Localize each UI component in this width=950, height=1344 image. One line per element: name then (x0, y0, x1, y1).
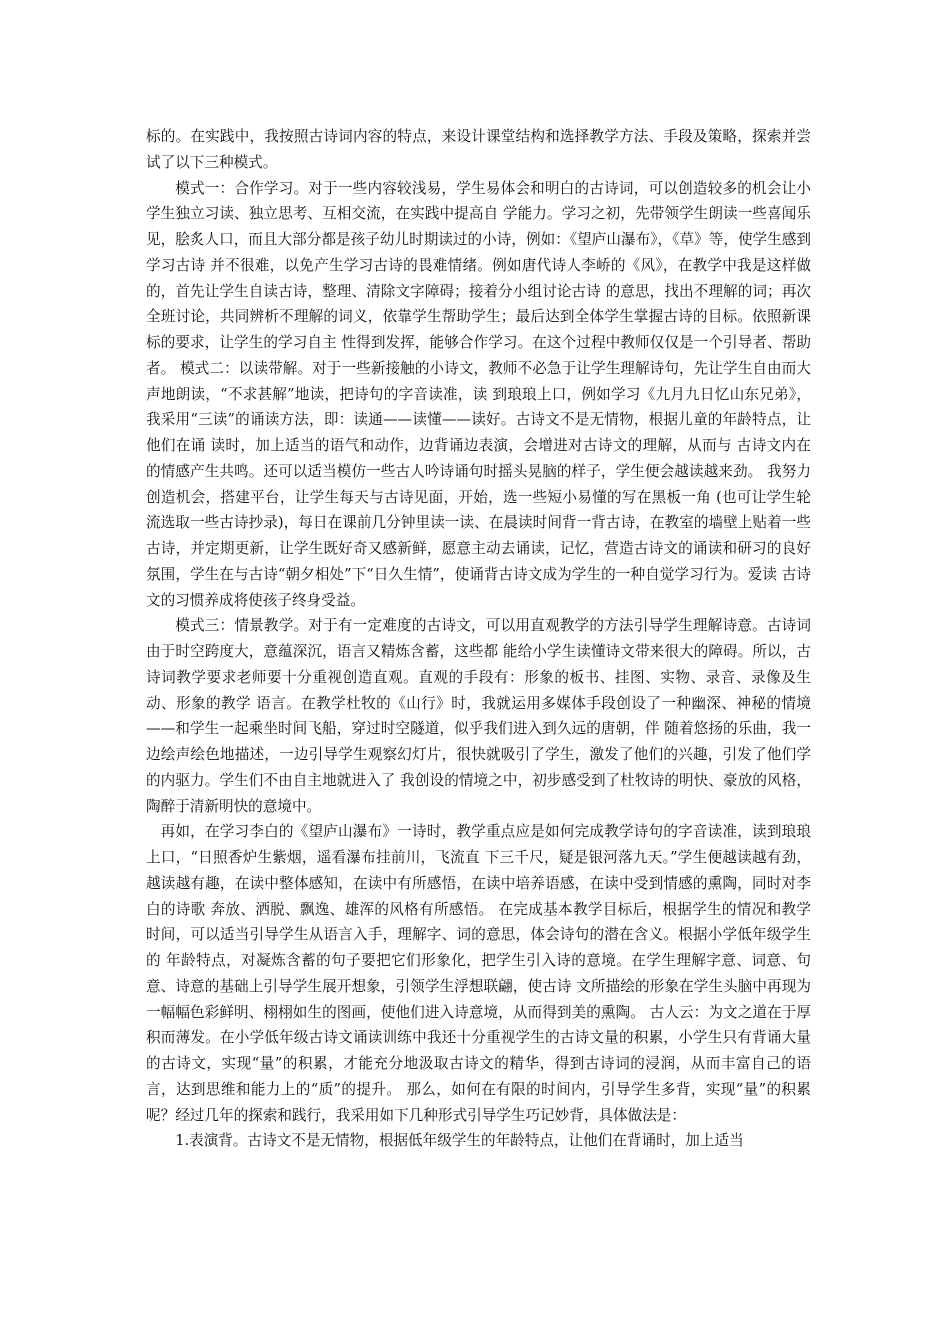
paragraph-mode-three: 模式三：情景教学。对于有一定难度的古诗文，可以用直观教学的方法引导学生理解诗意。古诗词由于时空跨度大，意蕴深沉，语言又精炼含蓄，这些都 能给小学生读懂诗文带来很大的障碍。所以，古诗词教学要求老师要十分重视创造直观。直观的手段有：形象的板书、挂图、实物、录音、录像及生动、形象的教学 语言。在教学杜牧的《山行》时，我就运用多媒体手段创设了一种幽深、神秘的情境——和学生一起乘坐时间飞船，穿过时空隧道，似乎我们进入到久远的唐朝，伴 随着悠扬的乐曲，我一边绘声绘色地描述，一边引导学生观察幻灯片，很快就吸引了学生，激发了他们的兴趣，引发了他们学的内驱力。学生们不由自主地就进入了 我创设的情境之中，初步感受到了杜牧诗的明快、豪放的风格，陶醉于清新明快的意境中。 (146, 617, 811, 815)
document-body (146, 124, 811, 1154)
paragraph-example-lushan: 再如，在学习李白的《望庐山瀑布》一诗时，教学重点应是如何完成教学诗句的字音读准，读到琅琅上口，“日照香炉生紫烟，遥看瀑布挂前川，飞流直 下三千尺，疑是银河落九天。”学生便越读越有劲，越读越有趣，在读中整体感知，在读中有所感悟，在读中培养语感，在读中受到情感的熏陶，同时对李白的诗歌 奔放、洒脱、飘逸、雄浑的风格有所感悟。 在完成基本教学目标后，根据学生的情况和教学时间，可以适当引导学生从语言入手，理解字、词的意思，体会诗句的潜在含义。根据小学低年级学生的 年龄特点，对凝炼含蓄的句子要把它们形象化，把学生引入诗的意境。在学生理解字意、词意、句意、诗意的基础上引导学生展开想象，引领学生浮想联翩，使古诗 文所描绘的形象在学生头脑中再现为一幅幅色彩鲜明、栩栩如生的图画，使他们进入诗意境，从而得到美的熏陶。 古人云：为文之道在于厚积而薄发。在小学低年级古诗文诵读训练中我还十分重视学生的古诗文量的积累，小学生只有背诵大量的古诗文，实现“量”的积累，才能充分地汲取古诗文的精华，得到古诗词的浸润，从而丰富自己的语言，达到思维和能力上的“质”的提升。 那么，如何在有限的时间内，引导学生多背，实现“量”的积累呢？经过几年的探索和践行，我采用如下几种形式引导学生巧记妙背，具体做法是： (146, 823, 811, 1124)
paragraph-continued-intro: 标的。在实践中，我按照古诗词内容的特点，来设计课堂结构和选择教学方法、手段及策略，探索并尝试了以下三种模式。 (146, 128, 811, 171)
paragraph-item-one: 1.表演背。古诗文不是无情物，根据低年级学生的年龄特点，让他们在背诵时，加上适当 (175, 1132, 744, 1150)
paragraph-mode-one: 模式一：合作学习。对于一些内容较浅易，学生易体会和明白的古诗词，可以创造较多的机会让小学生独立习读、独立思考、互相交流，在实践中提高自 学能力。学习之初，先带领学生朗读一些喜闻乐见，脍炙人口，而且大部分都是孩子幼儿时期读过的小诗，例如：《望庐山瀑布》，《草》等，使学生感到学习古诗 并不很难，以免产生学习古诗的畏难情绪。例如唐代诗人李峤的《风》，在教学中我是这样做的，首先让学生自读古诗，整理、清除文字障碍；接着分小组讨论古诗 的意思，找出不理解的词；再次全班讨论，共同辨析不理解的词义，依靠学生帮助学生；最后达到全体学生掌握古诗的目标。依照新课标的要求，让学生的学习自主 性得到发挥，能够合作学习。在这个过程中教师仅仅是一个引导者、帮助者。 模式二：以读带解。对于一些新接触的小诗文，教师不必急于让学生理解诗句，先让学生自由而大声地朗读，“不求甚解”地读，把诗句的字音读准，读 到琅琅上口，例如学习《九月九日忆山东兄弟》，我采用“三读”的诵读方法，即：读通——读懂——读好。古诗文不是无情物，根据儿童的年龄特点，让他们在诵 读时，加上适当的语气和动作，边背诵边表演，会增进对古诗文的理解，从而与 古诗文内在的情感产生共鸣。还可以适当模仿一些古人吟诗诵句时摇头晃脑的样子，学生便会越读越来劲。 我努力创造机会，搭建平台，让学生每天与古诗见面，开始，选一些短小易懂的写在黑板一角 (也可让学生轮流选取一些古诗抄录)，每日在课前几分钟里读一读、在晨读时间背一背古诗，在教室的墙壁上贴着一些古诗，并定期更新，让学生既好奇又感新鲜，愿意主动去诵读，记忆，营造古诗文的诵读和研习的良好氛围，学生在与古诗“朝夕相处”下“日久生情”，使诵背古诗文成为学生的一种自觉学习行为。爱读 古诗文的习惯养成将使孩子终身受益。 (146, 179, 811, 609)
